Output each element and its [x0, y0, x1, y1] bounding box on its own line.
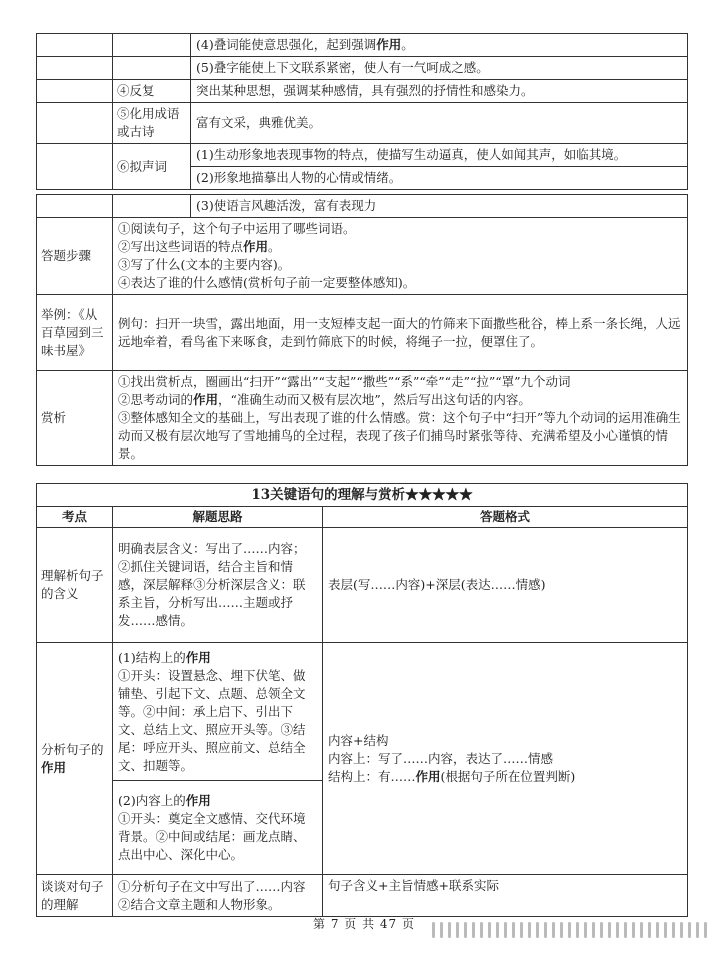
- row-text: 富有文采，典雅优美。: [191, 103, 688, 144]
- empty-cell: [37, 57, 113, 80]
- step-line: ③写了什么(文本的主要内容)。: [118, 257, 291, 272]
- silu-2-structure: (1)结构上的作用 ①开头：设置悬念、埋下伏笔、做铺垫、引起下文、点题、总领全文等。②中间：承上启下、引出下文、总结上文、照应开头等。③结尾：呼应开头、照应前文、总结全文、扣题等。: [113, 643, 323, 781]
- silu-1: 明确表层含义：写出了……内容；②抓住关键词语，结合主旨和情感，深层解释③分析深层含义：联系主旨，分析写出……主题或抒发……感情。: [113, 528, 323, 643]
- appreciate-line: ③整体感知全文的基础上，写出表现了谁的什么情感。赏：这个句子中“扫开”等九个动词的运用准确生动而又极有层次地写了雪地捕鸟的全过程，表现了孩子们捕鸟时紧张等待、充满希望及小心谨慎的情景。: [118, 410, 681, 461]
- row-text: (1)生动形象地表现事物的特点，使描写生动逼真，使人如闻其声，如临其境。: [191, 144, 688, 167]
- kaodian-2: 分析句子的 作用: [37, 643, 113, 875]
- empty-cell: [37, 144, 113, 190]
- empty-cell: [113, 57, 191, 80]
- answer-steps-table: [36, 194, 688, 466]
- step-line: ②写出这些词语的特点作用。: [118, 239, 281, 254]
- geshi-3: 句子含义+主旨情感+联系实际: [323, 875, 688, 917]
- empty-cell: [113, 195, 191, 218]
- appreciate-line: ①找出赏析点，圈画出“扫开”“露出”“支起”“撒些”“系”“牵”“走”“拉”“罩”九个动词: [118, 374, 571, 389]
- empty-cell: [37, 103, 113, 144]
- row-text: (5)叠字能使上下文联系紧密，使人有一气呵成之感。: [191, 57, 688, 80]
- geshi-2: 内容+结构 内容上：写了……内容，表达了……情感 结构上：有……作用(根据句子所在位置判断): [323, 643, 688, 875]
- row-text: 突出某种思想，强调某种感情，具有强烈的抒情性和感染力。: [191, 80, 688, 103]
- scan-artifact-bars: [432, 922, 722, 938]
- header-silu: 解题思路: [113, 507, 323, 528]
- row-label: ⑤化用成语或古诗: [113, 103, 191, 144]
- appreciate-text: [113, 371, 688, 466]
- row-text: (3)使语言风趣活泼，富有表现力: [191, 195, 688, 218]
- step-line: ④表达了谁的什么感情(赏析句子前一定要整体感知)。: [118, 275, 416, 290]
- empty-cell: [37, 34, 113, 57]
- kaodian-3: 谈谈对句子的理解: [37, 875, 113, 917]
- header-geshi: 答题格式: [323, 507, 688, 528]
- key-sentence-table: [36, 483, 688, 917]
- empty-cell: [113, 34, 191, 57]
- rhetoric-table: [36, 33, 688, 190]
- appreciate-line: ②思考动词的作用，“准确生动而又极有层次地”，然后写出这句话的内容。: [118, 392, 531, 407]
- steps-label: 答题步骤: [37, 218, 113, 295]
- kaodian-1: 理解析句子的含义: [37, 528, 113, 643]
- row-label: ⑥拟声词: [113, 144, 191, 190]
- empty-cell: [37, 80, 113, 103]
- example-label: 举例：《从百草园到三味书屋》: [37, 295, 113, 371]
- page-number: 第 7 页 共 47 页: [313, 917, 415, 931]
- steps-text: [113, 218, 688, 295]
- silu-2-content: (2)内容上的作用 ①开头：奠定全文感情、交代环境背景。②中间或结尾：画龙点睛、点出中心、深化中心。: [113, 781, 323, 875]
- geshi-1: 表层(写……内容)+深层(表达……情感): [323, 528, 688, 643]
- row-label: ④反复: [113, 80, 191, 103]
- example-text: 例句：扫开一块雪，露出地面，用一支短棒支起一面大的竹筛来下面撒些秕谷，棒上系一条长绳，人远远地牵着，看鸟雀下来啄食，走到竹筛底下的时候，将绳子一拉，便罩住了。: [113, 295, 688, 371]
- header-kaodian: 考点: [37, 507, 113, 528]
- appreciate-label: 赏析: [37, 371, 113, 466]
- step-line: ①阅读句子，这个句子中运用了哪些词语。: [118, 221, 356, 236]
- row-text: (2)形象地描摹出人物的心情或情绪。: [191, 167, 688, 190]
- silu-3: ①分析句子在文中写出了……内容 ②结合文章主题和人物形象。: [113, 875, 323, 917]
- section-title: 13关键语句的理解与赏析★★★★★: [37, 484, 688, 507]
- empty-cell: [37, 195, 113, 218]
- row-text: (4)叠词能使意思强化，起到强调作用。: [191, 34, 688, 57]
